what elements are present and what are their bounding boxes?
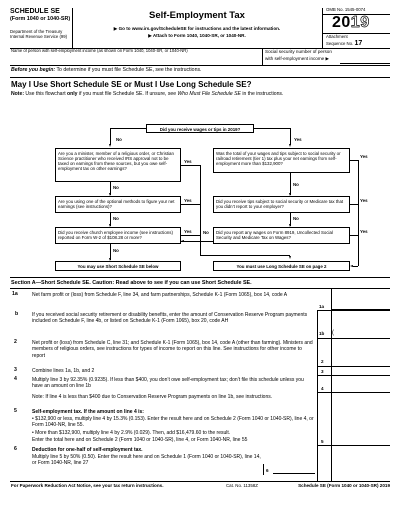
flow-no-label: No — [293, 216, 299, 221]
line-3-number: 3 — [14, 367, 17, 373]
arrow-down — [109, 224, 111, 227]
line-6-box-divider — [263, 464, 264, 475]
flow-optional-method-question: Are you using one of the optional methods to figure your net earnings (see instructions)? — [55, 196, 181, 213]
connector — [110, 128, 111, 145]
connector — [254, 128, 290, 129]
flow-yes-label: Yes — [360, 154, 368, 159]
omb-number: OMB No. 1545-0074 — [326, 7, 366, 12]
note-text-2: if you must file Schedule SE. If unsure, see — [77, 91, 178, 97]
ssn-label-1: Social security number of person — [265, 49, 332, 54]
line-4-number: 4 — [14, 376, 17, 382]
footer-paperwork-notice: For Paperwork Reduction Act Notice, see your tax return instructions. — [11, 483, 164, 488]
flow-yes-label: Yes — [294, 137, 302, 142]
line-5-bullet-2: • More than $132,900, multiply line 4 by 2.9% (0.029). Then, add $16,479.60 to the result. — [32, 430, 231, 436]
arrow-down — [289, 224, 291, 227]
flow-church-income-question: Did you receive church employee income (see instructions) reported on Form W-2 of $108.28 or more? — [55, 227, 181, 244]
section-a-caution: Caution: Read above to see if you can use Short Schedule SE. — [90, 280, 252, 286]
connector — [181, 235, 200, 236]
line-4-text: Multiply line 3 by 92.35% (0.9235). If less than $400, you don’t owe self-employment tax; don’t file this schedule unless you have an amount on line 1b — [32, 377, 304, 390]
footer-cat-number: Cat. No. 11358Z — [226, 483, 258, 488]
flow-yes-label: Yes — [184, 198, 192, 203]
arrow-down — [289, 256, 291, 259]
line-5-number: 5 — [14, 408, 17, 414]
section-a-rule — [10, 288, 390, 289]
line-3-amount[interactable] — [331, 366, 390, 375]
flow-no-label: No — [113, 185, 119, 190]
line-1a-box-label: 1a — [319, 304, 325, 309]
flow-yes-label: Yes — [360, 229, 368, 234]
arrow-left — [350, 265, 353, 267]
line-3-box-label: 3 — [321, 369, 324, 374]
connector — [353, 266, 358, 267]
note-label: Note: — [11, 91, 25, 97]
line-6-instruction: Multiply line 5 by 50% (0.50). Enter the result here and on Schedule 1 (Form 1040 or 1040-SR), line 14, or Form 1040-NR, line 27 — [32, 454, 261, 467]
line-6-text: Deduction for one-half of self-employment tax. — [32, 447, 143, 453]
flow-no-label: No — [113, 216, 119, 221]
line-rule — [317, 375, 390, 376]
line-5-box-label: 5 — [321, 439, 324, 444]
flow-wages-threshold-question: Was the total of your wages and tips subject to social security or railroad retirement (tier 1) tax plus your net earnings from self-employment more than $132,900? — [213, 148, 350, 173]
tax-year-suffix: 19 — [350, 14, 370, 31]
main-title: Self-Employment Tax — [149, 10, 245, 21]
line-4-amount[interactable] — [331, 383, 390, 392]
arrow-left — [181, 240, 184, 242]
connector — [350, 160, 358, 161]
schedule-title: SCHEDULE SE — [10, 8, 60, 15]
flow-long-schedule-result: You must use Long Schedule SE on page 2 — [213, 261, 350, 271]
connector — [200, 255, 290, 256]
line-5-bullet-1: • $132,900 or less, multiply line 4 by 15.3% (0.153). Enter the result here and on Schedule 2 (Form 1040 or 1040-SR), line 4, or Form 1040-NR, line 55. — [32, 416, 314, 429]
line-rule — [317, 445, 390, 446]
line-1a-text: Net farm profit or (loss) from Schedule F, line 34, and farm partnerships, Schedule K-1 (Form 1065), box 14, code A — [32, 292, 288, 298]
line-2-text: Net profit or (loss) from Schedule C, line 31; and Schedule K-1 (Form 1065), box 14, code A (other than farming). Ministers and members of religious orders, see instructions for types of income to report on this line. See instructions for other income to report — [32, 340, 313, 359]
line-6-number: 6 — [14, 446, 17, 452]
arrow-down — [109, 144, 111, 147]
section-a-title — [11, 280, 252, 286]
flow-wages-question: Did you receive wages or tips in 2019? — [146, 124, 254, 133]
connector — [290, 173, 291, 195]
flowchart-heading: May I Use Short Schedule SE or Must I Use Long Schedule SE? — [11, 80, 252, 89]
connector — [358, 160, 359, 266]
connector — [181, 204, 200, 205]
flow-minister-question: Are you a minister, member of a religious order, or Christian Science practitioner who received IRS approval not to be taxed on earnings from these sources, but you owe self-employment tax on other earnings? — [55, 148, 181, 182]
sequence-number: 17 — [354, 40, 363, 47]
flow-short-schedule-result: You may use Short Schedule SE below — [55, 261, 181, 271]
arrow-down — [109, 258, 111, 261]
instruction-line-1: ▶ Go to www.irs.gov/ScheduleSE for instructions and the latest information. — [113, 26, 281, 31]
before-you-begin-text: To determine if you must file Schedule SE, see the instructions. — [55, 67, 202, 73]
arrow-down — [289, 193, 291, 196]
line-3-text: Combine lines 1a, 1b, and 2 — [32, 368, 95, 374]
arrow-down — [289, 144, 291, 147]
line-1b-amount[interactable] — [336, 326, 390, 338]
sequence-text: Sequence No. — [326, 41, 354, 46]
before-you-begin-label: Before you begin: — [11, 67, 56, 73]
line-rule — [317, 338, 390, 339]
line-4-note: Note: If line 4 is less than $400 due to Conservation Reserve Program payments on line 1b, see instructions. — [32, 394, 273, 400]
line-1a-number: 1a — [12, 291, 18, 297]
line-5-amount[interactable] — [331, 436, 390, 445]
flow-yes-label: Yes — [184, 229, 192, 234]
note-text-1: Use this flowchart — [24, 91, 68, 97]
line-5-text: Self-employment tax. If the amount on line 4 is: — [32, 409, 144, 415]
flow-unreported-tips-question: Did you receive tips subject to social security or Medicare tax that you didn’t report to your employer? — [213, 196, 350, 213]
line-1b-number: b — [15, 311, 19, 317]
flow-form-8919-question: Did you report any wages on Form 8919, Uncollected Social Security and Medicare Tax on Wages? — [213, 227, 350, 244]
department-line-2: Internal Revenue Service (99) — [10, 34, 68, 39]
instruction-line-2: ▶ Attach to Form 1040, 1040-SR, or 1040-NR. — [148, 33, 246, 38]
line-6-box-label: 6 — [266, 468, 269, 473]
footer-rule — [10, 481, 390, 482]
connector — [181, 165, 200, 166]
line-1a-amount[interactable] — [331, 299, 390, 310]
flow-no-label: No — [203, 230, 209, 235]
amount-col-divider — [317, 310, 318, 481]
note-text-3: in the instructions. — [240, 91, 284, 97]
connector — [350, 235, 358, 236]
line-4-box-label: 4 — [321, 386, 324, 391]
flow-yes-label: Yes — [360, 198, 368, 203]
connector — [350, 204, 358, 205]
line-1b-paren: ( — [332, 330, 334, 336]
line-rule — [317, 310, 390, 311]
flow-yes-label: Yes — [184, 159, 192, 164]
ssn-label-2-text: with self-employment income ▶ — [265, 56, 330, 61]
section-a-label: Section A—Short Schedule SE. — [11, 280, 91, 286]
tax-year-prefix: 20 — [332, 14, 351, 31]
line-1b-text: If you received social security retirement or disability benefits, enter the amount of Conservation Reserve Program payments included on Schedule F, line 4b, or listed on Schedule K-1 (Form 1065), box 20, code AH — [32, 312, 308, 325]
line-2-number: 2 — [14, 339, 17, 345]
line-5-total-text: Enter the total here and on Schedule 2 (Form 1040 or 1040-SR), line 4, or Form 1040-NR, line 55 — [32, 437, 248, 443]
connector — [290, 128, 291, 145]
line-2-box-label: 2 — [321, 359, 324, 364]
footer-schedule-ref: Schedule SE (Form 1040 or 1040-SR) 2019 — [298, 483, 390, 488]
department-line-1: Department of the Treasury — [10, 29, 63, 34]
form-reference: (Form 1040 or 1040-SR) — [10, 16, 71, 22]
connector — [181, 241, 213, 242]
line-1b-box-label: 1b — [319, 331, 325, 336]
flow-no-label: No — [293, 182, 299, 187]
line-rule — [317, 392, 390, 393]
note-only: only — [67, 91, 78, 97]
flow-no-label: No — [116, 137, 122, 142]
name-label: Name of person with self-employment income (as shown on Form 1040, 1040-SR, or 1040-NR) — [11, 48, 188, 53]
arrow-down — [109, 193, 111, 196]
line-2-amount[interactable] — [331, 354, 390, 366]
section-a-top-rule — [10, 277, 390, 278]
line-6-amount[interactable] — [273, 465, 315, 474]
note-italic: Who Must File Schedule SE — [177, 91, 241, 97]
attachment-label: Attachment — [326, 34, 348, 39]
connector — [110, 128, 146, 129]
flow-no-label: No — [113, 248, 119, 253]
